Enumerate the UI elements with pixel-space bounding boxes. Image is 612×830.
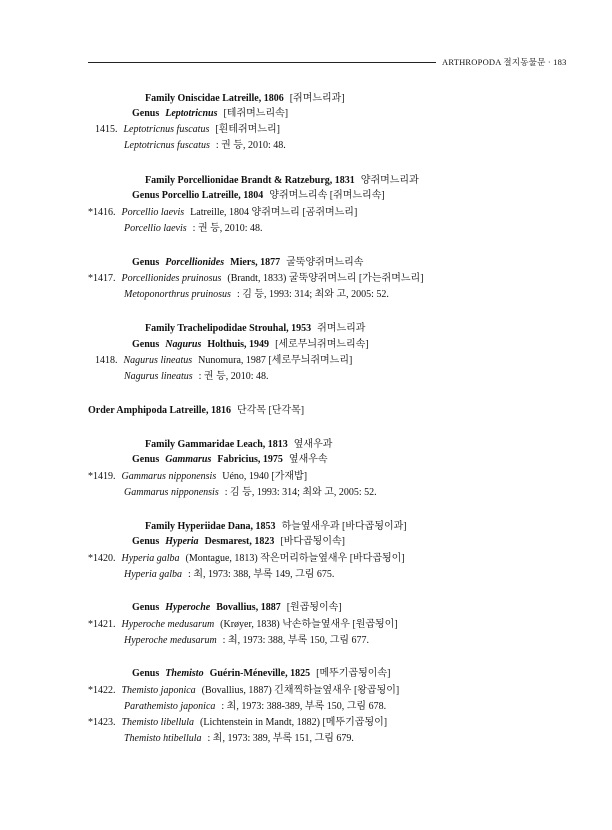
text-segment: Metoponorthrus pruinosus (124, 289, 231, 300)
text-line (132, 257, 363, 269)
text-line (88, 471, 307, 483)
text-segment: 쥐며느리과 (317, 323, 366, 334)
text-segment: (Montague, 1813) 작은머리하늘옆새우 [바다곱됭이] (185, 553, 405, 564)
text-segment: Holthuis, 1949 (207, 339, 270, 350)
text-line (88, 717, 387, 729)
text-segment: Porcellio laevis (121, 207, 185, 218)
text-segment: Genus (132, 536, 160, 547)
text-segment: : 김 등, 1993: 314; 최와 고, 2005: 52. (236, 289, 389, 300)
text-line (88, 685, 399, 697)
text-segment: 굴뚝양쥐며느리속 (286, 257, 364, 268)
text-segment: Parathemisto japonica (124, 701, 216, 712)
text-line (145, 439, 332, 451)
text-segment: 1415. (95, 124, 118, 135)
text-line (145, 323, 365, 335)
text-segment: Leptotricnus fuscatus (123, 124, 210, 135)
text-line (124, 569, 334, 581)
text-segment: Leptotricnus (165, 108, 218, 119)
text-segment: Hyperia galba (121, 553, 180, 564)
text-segment: *1423. (88, 717, 116, 728)
text-segment: : 최, 1973: 388-389, 부록 150, 그림 678. (221, 701, 387, 712)
text-segment: Gammarus (165, 454, 212, 465)
text-segment: Genus (132, 257, 160, 268)
text-segment: Family Porcellionidae Brandt & Ratzeburg, 1831 (145, 175, 355, 186)
text-segment: Hyperia galba (124, 569, 183, 580)
text-segment: Hyperoche (165, 602, 211, 613)
text-segment: Gammarus nipponensis (121, 471, 217, 482)
text-segment: 단각목 [단각목] (236, 405, 305, 416)
text-segment: Family Hyperiidae Dana, 1853 (145, 521, 276, 532)
text-line (124, 371, 269, 383)
text-line (88, 207, 357, 219)
text-segment: Genus (132, 339, 160, 350)
text-segment: Guérin-Méneville, 1825 (209, 668, 311, 679)
text-segment: Desmarest, 1823 (204, 536, 275, 547)
text-segment: [세로무늬쥐며느리속] (275, 339, 369, 350)
text-segment: *1420. (88, 553, 116, 564)
text-segment: Gammarus nipponensis (124, 487, 219, 498)
text-segment: Miers, 1877 (230, 257, 281, 268)
text-segment: Fabricius, 1975 (217, 454, 283, 465)
text-segment: Bovallius, 1887 (216, 602, 281, 613)
text-segment: Genus Porcellio Latreille, 1804 (132, 190, 264, 201)
text-segment: Porcellio laevis (124, 223, 187, 234)
text-segment: 양쥐며느리속 [쥐며느리속] (269, 190, 385, 201)
text-segment: Porcellionides (165, 257, 225, 268)
text-segment: Order Amphipoda Latreille, 1816 (88, 405, 231, 416)
text-line (95, 355, 352, 367)
text-segment: (Brandt, 1833) 굴뚝양쥐며느리 [가는쥐며느리] (227, 273, 424, 284)
text-line (132, 602, 342, 614)
text-line (124, 289, 389, 301)
text-line (88, 273, 424, 285)
text-segment: (Bovallius, 1887) 긴채찍하늘옆새우 [왕곱됭이] (201, 685, 400, 696)
text-line (145, 521, 407, 533)
text-segment: Uéno, 1940 [가재밥] (222, 471, 308, 482)
text-segment: : 최, 1973: 388, 부록 150, 그림 677. (222, 635, 370, 646)
text-segment: [흰테쥐며느리] (215, 124, 280, 135)
text-segment: Hyperoche medusarum (121, 619, 215, 630)
text-segment: *1417. (88, 273, 116, 284)
text-segment: Nunomura, 1987 [세로무늬쥐며느리] (198, 355, 353, 366)
text-segment: Nagurus (165, 339, 202, 350)
text-segment: 1418. (95, 355, 118, 366)
text-segment: [메뚜기곱됭이속] (316, 668, 391, 679)
text-segment: 양쥐며느리과 (360, 175, 419, 186)
text-segment: 하늘옆새우과 [바다곱됭이과] (281, 521, 407, 532)
text-segment: Family Trachelipodidae Strouhal, 1953 (145, 323, 312, 334)
running-header: ARTHROPODA 절지동물문 · 183 (442, 57, 567, 67)
text-line (124, 223, 263, 235)
text-line (145, 175, 419, 187)
text-segment: Genus (132, 668, 160, 679)
text-segment: *1419. (88, 471, 116, 482)
text-segment: [원곱됭이속] (286, 602, 342, 613)
text-line (132, 108, 288, 120)
text-line (88, 553, 405, 565)
text-line (124, 140, 286, 152)
text-segment: [쥐며느리과] (289, 93, 345, 104)
text-segment: [테쥐며느리속] (223, 108, 289, 119)
text-segment: Hyperia (165, 536, 199, 547)
text-segment: Nagurus lineatus (123, 355, 193, 366)
text-line (124, 701, 386, 713)
text-segment: Latreille, 1804 양쥐며느리 [곰쥐며느리] (190, 207, 358, 218)
text-line (132, 668, 390, 680)
text-line (124, 733, 354, 745)
text-segment: Genus (132, 454, 160, 465)
text-line (124, 487, 377, 499)
text-line (145, 93, 345, 105)
text-segment: Themisto libellula (121, 717, 194, 728)
text-segment: Themisto japonica (121, 685, 196, 696)
text-segment: [바다곱됭이속] (280, 536, 345, 547)
text-segment: : 권 등, 2010: 48. (198, 371, 269, 382)
text-segment: Themisto htibellula (124, 733, 202, 744)
text-segment: (Krøyer, 1838) 낙손하늘옆새우 [원곱됭이] (220, 619, 398, 630)
text-line (132, 190, 385, 202)
text-line (132, 339, 369, 351)
header-rule (88, 62, 436, 63)
text-segment: 옆새우속 (288, 454, 328, 465)
text-segment: : 김 등, 1993: 314; 최와 고, 2005: 52. (224, 487, 377, 498)
text-line (132, 454, 328, 466)
text-segment: Themisto (165, 668, 204, 679)
text-segment: Porcellionides pruinosus (121, 273, 222, 284)
text-segment: *1422. (88, 685, 116, 696)
text-segment: Family Gammaridae Leach, 1813 (145, 439, 288, 450)
text-line (124, 635, 369, 647)
text-segment: : 최, 1973: 389, 부록 151, 그림 679. (207, 733, 354, 744)
text-segment: Genus (132, 108, 160, 119)
text-segment: *1421. (88, 619, 116, 630)
text-segment: Leptotricnus fuscatus (124, 140, 210, 151)
text-segment: Nagurus lineatus (124, 371, 193, 382)
text-segment: Family Oniscidae Latreille, 1806 (145, 93, 284, 104)
text-segment: : 권 등, 2010: 48. (192, 223, 263, 234)
text-line (88, 619, 398, 631)
text-segment: 옆새우과 (293, 439, 333, 450)
text-line (132, 536, 345, 548)
text-segment: Genus (132, 602, 160, 613)
text-segment: : 최, 1973: 388, 부록 149, 그림 675. (188, 569, 335, 580)
text-line (88, 405, 304, 417)
text-segment: Hyperoche medusarum (124, 635, 217, 646)
text-segment: (Lichtenstein in Mandt, 1882) [메뚜기곱됭이] (200, 717, 388, 728)
text-segment: : 권 등, 2010: 48. (215, 140, 286, 151)
text-segment: *1416. (88, 207, 116, 218)
text-line (95, 124, 280, 136)
